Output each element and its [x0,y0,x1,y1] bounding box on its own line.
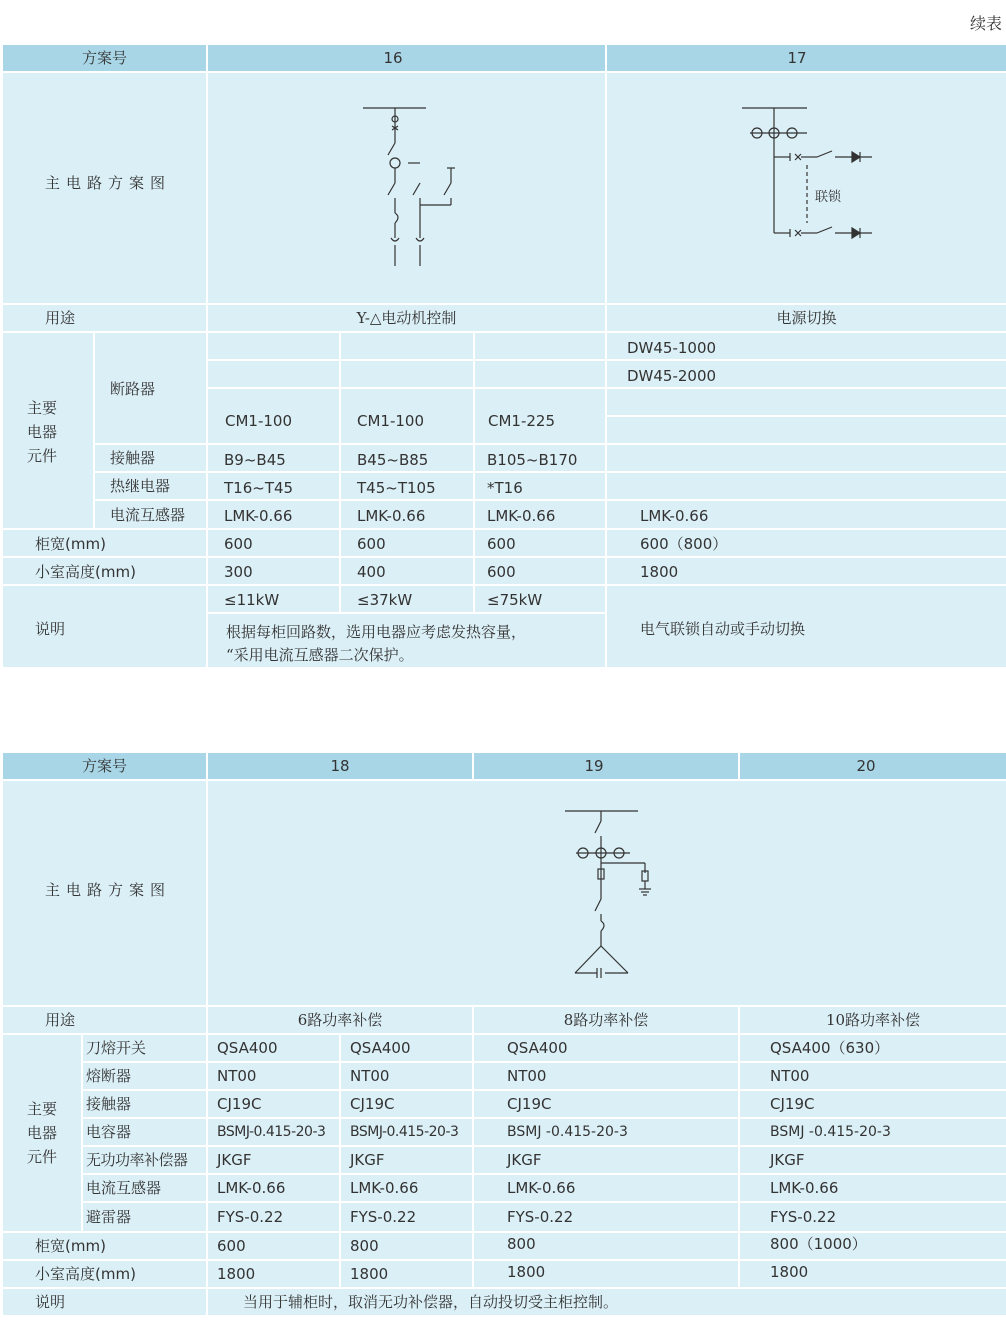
breaker-16c: CM1-225 [488,412,556,430]
arrester-19: FYS-0.22 [507,1208,574,1226]
scheme-16-header: 16 [383,49,403,67]
arrester-18a: FYS-0.22 [217,1208,284,1226]
use-19: 8路功率补偿 [563,1011,649,1029]
use-16: Y-△电动机控制 [356,309,457,327]
scheme-20-header: 20 [856,757,876,775]
circuit-diagram-16 [208,73,605,303]
note-label: 说明 [35,620,66,638]
fuse-20: NT00 [770,1067,810,1085]
main-elements-label-2: 电器 [27,423,58,441]
height-17: 1800 [640,563,679,581]
note-17: 电气联锁自动或手动切换 [640,620,806,638]
scheme-18-header: 18 [330,757,350,775]
scheme-number-header: 方案号 [81,757,127,775]
breaker-16b: CM1-100 [357,412,425,430]
scheme-number-header: 方案号 [81,49,127,67]
arrester-20: FYS-0.22 [770,1208,837,1226]
use-18: 6路功率补偿 [297,1011,383,1029]
note-16-line-1: 根据每柜回路数，选用电器应考虑发热容量， [226,623,527,641]
current-transformer-label: 电流互感器 [110,506,186,524]
contactor-16b: B45~B85 [357,451,429,469]
fuse-switch-19: QSA400 [507,1039,568,1057]
power-16a: ≤11kW [224,591,280,609]
fuse-switch-20: QSA400（630） [770,1039,890,1057]
breaker-16a: CM1-100 [225,412,293,430]
width-16b: 600 [357,535,386,553]
contactor-20: CJ19C [770,1095,815,1113]
ct-20: LMK-0.66 [770,1179,839,1197]
width-16a: 600 [224,535,253,553]
ct-18b: LMK-0.66 [350,1179,419,1197]
height-16c: 600 [487,563,516,581]
main-elements-label-3: 元件 [27,447,58,465]
width-19: 800 [507,1235,536,1253]
value-cell [607,445,1006,471]
ct-16a: LMK-0.66 [224,507,293,525]
cabinet-width-label: 柜宽(mm) [35,535,106,553]
note-label: 说明 [35,1293,66,1311]
contactor-18b: CJ19C [350,1095,395,1113]
compensator-20: JKGF [770,1151,805,1169]
ct-18a: LMK-0.66 [217,1179,286,1197]
width-16c: 600 [487,535,516,553]
use-label: 用途 [45,1011,76,1029]
ct-17: LMK-0.66 [640,507,709,525]
capacitor-20: BSMJ -0.415-20-3 [770,1124,891,1140]
fuse-switch-18a: QSA400 [217,1039,278,1057]
dw45-1000: DW45-1000 [627,339,717,357]
room-height-label: 小室高度(mm) [35,563,136,581]
fuse-18a: NT00 [217,1067,257,1085]
value-cell [607,473,1006,499]
value-cell [475,361,605,387]
value-cell [208,333,339,359]
value-cell [607,389,1006,415]
height-19: 1800 [507,1263,546,1281]
contactor-19: CJ19C [507,1095,552,1113]
cabinet-width-label: 柜宽(mm) [35,1237,106,1255]
capacitor-19: BSMJ -0.415-20-3 [507,1124,628,1140]
room-height-label: 小室高度(mm) [35,1265,136,1283]
scheme-17-header: 17 [787,49,807,67]
contactor-16a: B9~B45 [224,451,286,469]
value-cell [208,361,339,387]
label-cell [3,1007,206,1033]
height-16b: 400 [357,563,386,581]
thermal-16b: T45~T105 [357,479,436,497]
main-elements-label-1: 主要 [27,1100,58,1118]
circuit-diagram-17 [607,73,1006,303]
fuse-19: NT00 [507,1067,547,1085]
breaker-label: 断路器 [110,380,156,398]
contactor-label: 接触器 [110,449,156,467]
main-circuit-label: 主电路方案图 [45,881,172,899]
label-cell [3,586,206,667]
width-18b: 800 [350,1237,379,1255]
use-label: 用途 [45,309,76,327]
main-elements-label-2: 电器 [27,1124,58,1142]
compensator-19: JKGF [507,1151,542,1169]
capacitor-label: 电容器 [86,1123,132,1141]
main-elements-label-1: 主要 [27,399,58,417]
arrester-18b: FYS-0.22 [350,1208,417,1226]
width-18a: 600 [217,1237,246,1255]
ct-19: LMK-0.66 [507,1179,576,1197]
compensator-18a: JKGF [217,1151,252,1169]
height-20: 1800 [770,1263,809,1281]
value-cell [475,333,605,359]
arrester-label: 避雷器 [86,1208,132,1226]
height-16a: 300 [224,563,253,581]
thermal-relay-label: 热继电器 [110,477,171,495]
height-18b: 1800 [350,1265,389,1283]
note-16-line-2: “采用电流互感器二次保护。 [226,646,414,664]
label-cell [3,305,206,331]
label-cell [3,1289,206,1315]
interlock-label: 联锁 [815,190,842,205]
power-16b: ≤37kW [357,591,413,609]
fuse-label: 熔断器 [86,1067,132,1085]
main-elements-label-3: 元件 [27,1148,58,1166]
ct-16b: LMK-0.66 [357,507,426,525]
fuse-switch-label: 刀熔开关 [86,1039,147,1057]
compensator-18b: JKGF [350,1151,385,1169]
height-18a: 1800 [217,1265,256,1283]
capacitor-18b: BSMJ-0.415-20-3 [350,1124,459,1140]
contactor-label: 接触器 [86,1095,132,1113]
capacitor-18a: BSMJ-0.415-20-3 [217,1124,326,1140]
value-cell [341,333,473,359]
thermal-16c: *T16 [487,479,523,497]
ct-16c: LMK-0.66 [487,507,556,525]
use-17: 电源切换 [776,309,837,327]
fuse-18b: NT00 [350,1067,390,1085]
main-circuit-label: 主电路方案图 [45,174,172,192]
continued-label: 续表 [970,14,1003,33]
ct-label: 电流互感器 [86,1179,162,1197]
width-20: 800（1000） [770,1235,867,1253]
fuse-switch-18b: QSA400 [350,1039,411,1057]
use-20: 10路功率补偿 [825,1011,921,1029]
note-text: 当用于辅柜时，取消无功补偿器，自动投切受主柜控制。 [243,1293,619,1311]
dw45-2000: DW45-2000 [627,367,717,385]
var-compensator-label: 无功功率补偿器 [86,1151,188,1169]
width-17: 600（800） [640,535,728,553]
value-cell [341,361,473,387]
thermal-16a: T16~T45 [224,479,294,497]
value-cell [607,417,1006,443]
scheme-19-header: 19 [584,757,604,775]
circuit-diagram-18-20 [208,781,1006,1005]
power-16c: ≤75kW [487,591,543,609]
contactor-18a: CJ19C [217,1095,262,1113]
contactor-16c: B105~B170 [487,451,578,469]
